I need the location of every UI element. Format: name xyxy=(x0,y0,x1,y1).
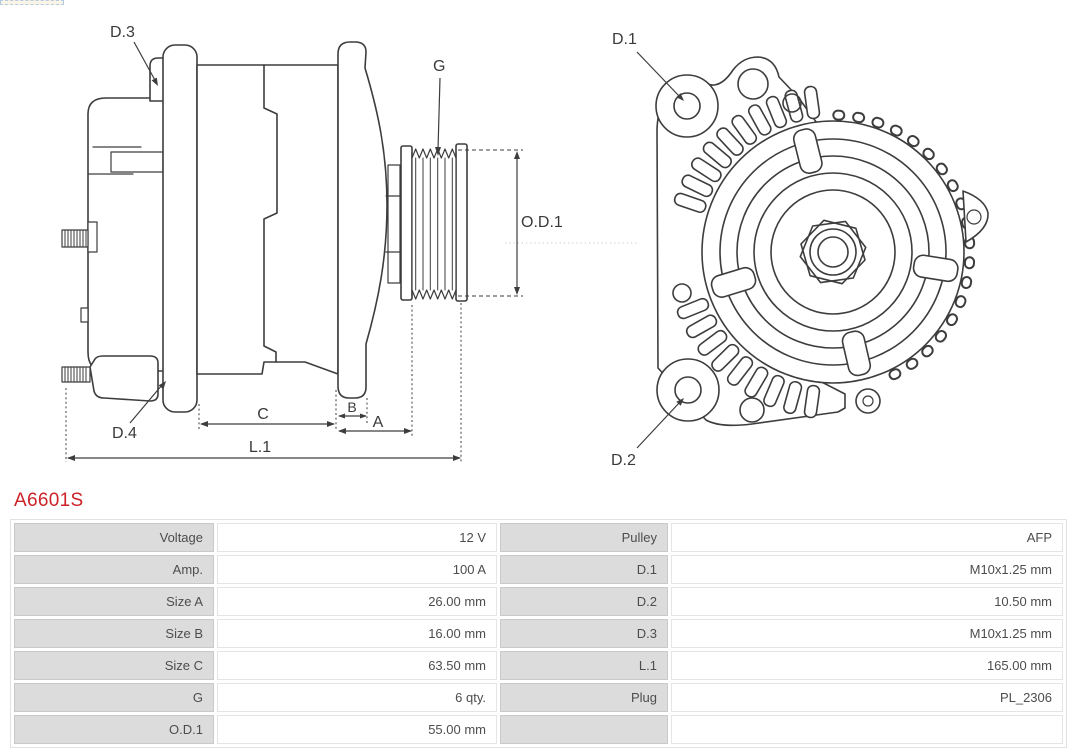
spec-value-cell: 10.50 mm xyxy=(671,587,1063,616)
label-od1: O.D.1 xyxy=(521,214,563,231)
label-d4: D.4 xyxy=(112,425,137,442)
spec-label-cell: Size C xyxy=(14,651,214,680)
spec-value-cell xyxy=(671,715,1063,744)
spec-value-cell: 12 V xyxy=(217,523,497,552)
spec-label-cell: Pulley xyxy=(500,523,668,552)
spec-value-cell: 165.00 mm xyxy=(671,651,1063,680)
spec-value-cell: M10x1.25 mm xyxy=(671,619,1063,648)
spec-value-cell: AFP xyxy=(671,523,1063,552)
side-view-diagram xyxy=(62,42,467,412)
spec-value-cell: 100 A xyxy=(217,555,497,584)
spec-value-cell: M10x1.25 mm xyxy=(671,555,1063,584)
label-d2: D.2 xyxy=(611,452,636,469)
spec-label-cell: Size B xyxy=(14,619,214,648)
table-row xyxy=(14,651,1063,680)
spec-label-cell: O.D.1 xyxy=(14,715,214,744)
label-d1: D.1 xyxy=(612,31,637,48)
front-view-diagram xyxy=(656,57,988,425)
spec-label-cell: Size A xyxy=(14,587,214,616)
label-l1: L.1 xyxy=(248,439,272,456)
spec-label-cell: Amp. xyxy=(14,555,214,584)
spec-table xyxy=(10,519,1067,748)
table-row xyxy=(14,587,1063,616)
table-row xyxy=(14,523,1063,552)
spec-label-cell: D.1 xyxy=(500,555,668,584)
table-row xyxy=(14,619,1063,648)
table-row xyxy=(14,555,1063,584)
spec-value-cell: 16.00 mm xyxy=(217,619,497,648)
spec-value-cell: 26.00 mm xyxy=(217,587,497,616)
part-number: A6601S xyxy=(14,490,84,511)
spec-table-wrap xyxy=(10,519,1067,748)
spec-value-cell: 6 qty. xyxy=(217,683,497,712)
spec-label-cell: L.1 xyxy=(500,651,668,680)
table-row xyxy=(14,715,1063,744)
table-row xyxy=(14,683,1063,712)
spec-label-cell: Plug xyxy=(500,683,668,712)
spec-value-cell: PL_2306 xyxy=(671,683,1063,712)
spec-value-cell: 63.50 mm xyxy=(217,651,497,680)
label-g: G xyxy=(433,58,446,75)
spec-label-cell: Voltage xyxy=(14,523,214,552)
label-d3: D.3 xyxy=(110,24,135,41)
spec-label-cell: D.3 xyxy=(500,619,668,648)
label-b: B xyxy=(347,399,357,415)
label-c: C xyxy=(257,406,269,423)
spec-label-cell: D.2 xyxy=(500,587,668,616)
label-a: A xyxy=(372,414,384,431)
spec-value-cell: 55.00 mm xyxy=(217,715,497,744)
spec-label-cell xyxy=(500,715,668,744)
spec-label-cell: G xyxy=(14,683,214,712)
